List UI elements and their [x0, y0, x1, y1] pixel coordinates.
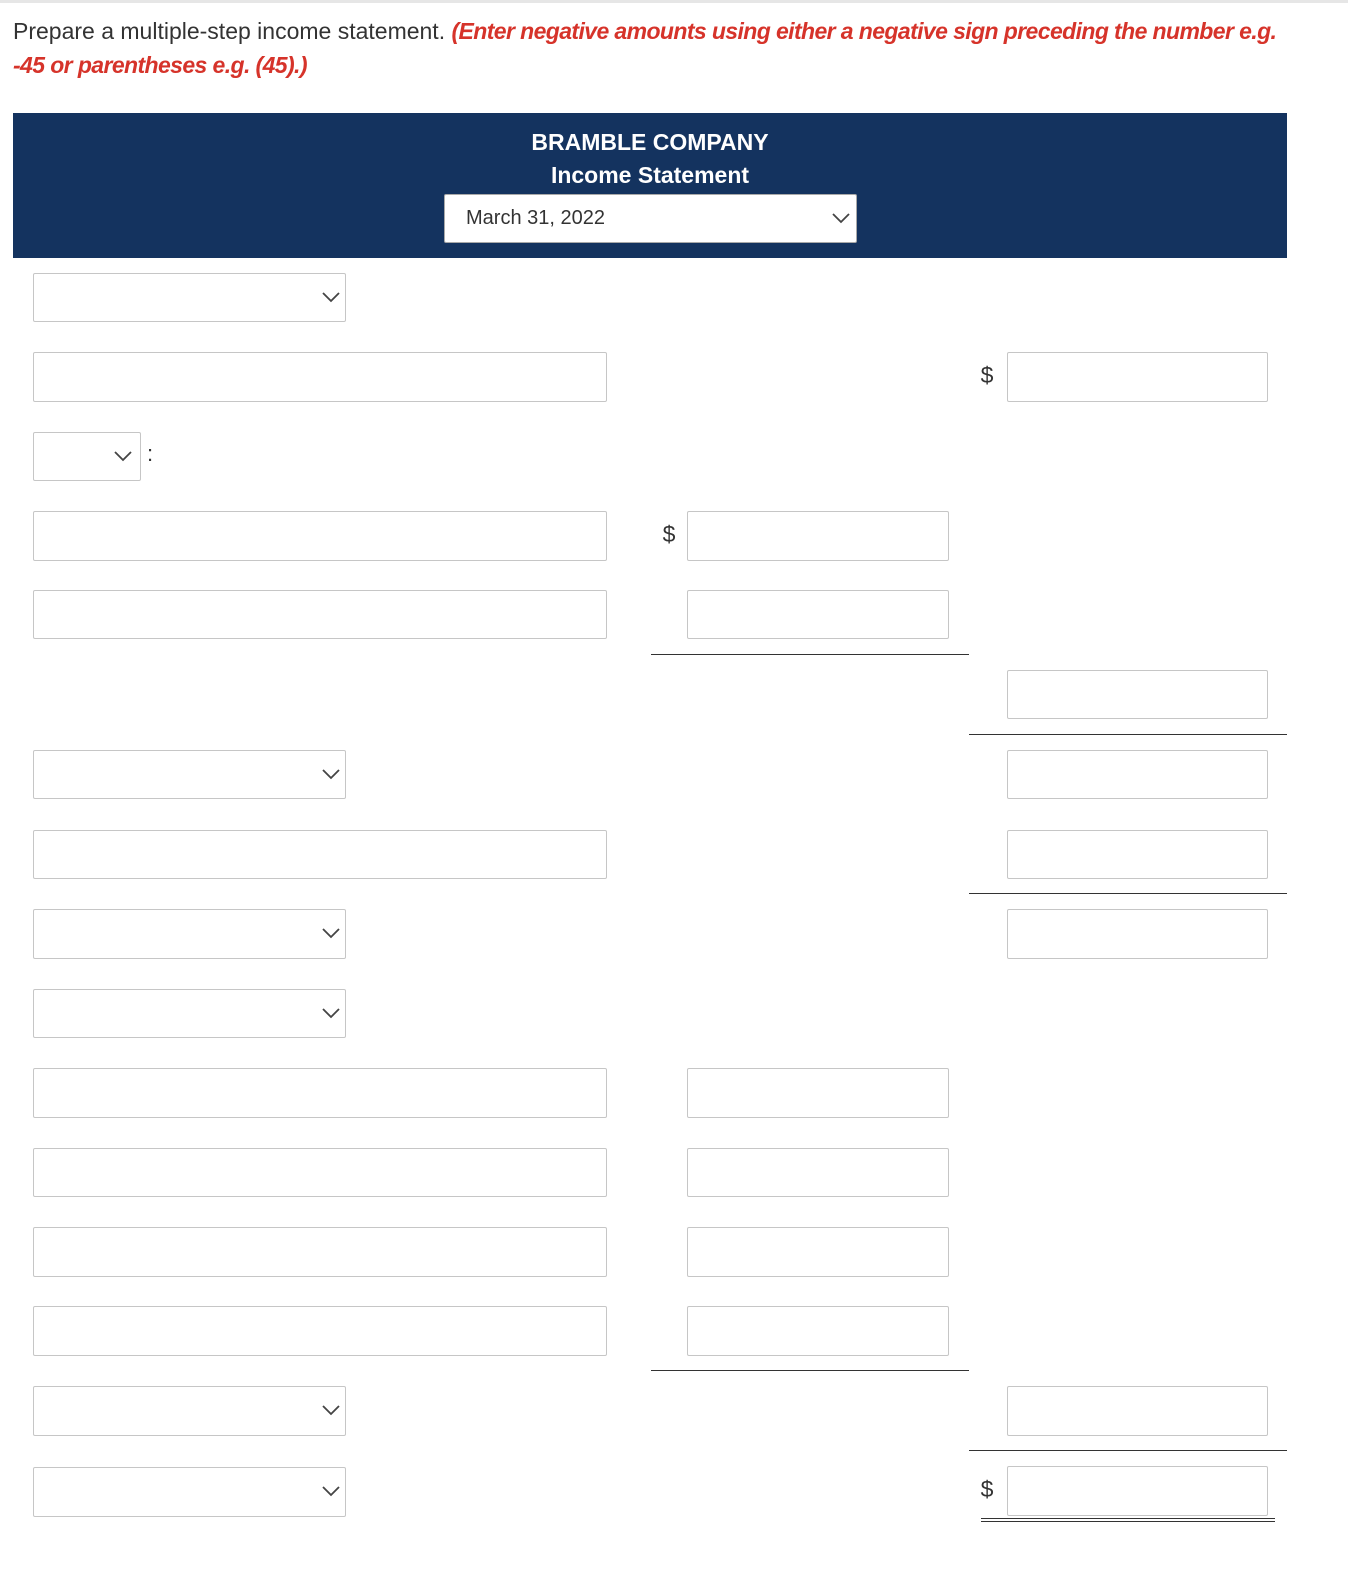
instructions-note: (Enter negative amounts using either a negative sign preceding the number e.g. -45 or parentheses e.g. (45).) — [13, 18, 1277, 78]
top-divider — [0, 0, 1348, 3]
account-name-input-4[interactable] — [33, 830, 607, 879]
amount-input-middle-3[interactable] — [687, 1068, 949, 1118]
total-rule — [969, 893, 1287, 894]
chevron-down-icon — [322, 292, 340, 303]
heading-select-6[interactable] — [33, 1467, 346, 1517]
heading-select-4[interactable] — [33, 989, 346, 1038]
instructions-prompt: Prepare a multiple-step income statement. — [13, 18, 446, 44]
amount-input-final-total[interactable] — [1007, 1466, 1268, 1516]
dollar-sign: $ — [980, 362, 994, 388]
amount-input-right-4[interactable] — [1007, 830, 1268, 879]
heading-select-5[interactable] — [33, 1386, 346, 1436]
subtotal-rule — [651, 654, 969, 655]
chevron-down-icon — [322, 769, 340, 780]
amount-input-right-1[interactable] — [1007, 352, 1268, 402]
account-name-input-6[interactable] — [33, 1148, 607, 1197]
amount-input-middle-4[interactable] — [687, 1148, 949, 1197]
amount-input-right-2[interactable] — [1007, 670, 1268, 719]
amount-input-middle-1[interactable] — [687, 511, 949, 561]
chevron-down-icon — [322, 1008, 340, 1019]
account-name-input-1[interactable] — [33, 352, 607, 402]
small-select[interactable] — [33, 432, 141, 481]
amount-input-middle-2[interactable] — [687, 590, 949, 639]
account-name-input-8[interactable] — [33, 1306, 607, 1356]
dollar-sign: $ — [662, 521, 676, 547]
final-total-double-rule — [981, 1518, 1275, 1522]
statement-title: Income Statement — [550, 162, 750, 188]
account-name-input-5[interactable] — [33, 1068, 607, 1118]
question-instructions — [13, 14, 1303, 82]
date-select[interactable] — [444, 194, 857, 243]
chevron-down-icon — [322, 928, 340, 939]
chevron-down-icon — [832, 213, 850, 224]
chevron-down-icon — [322, 1486, 340, 1497]
amount-input-right-5[interactable] — [1007, 909, 1268, 959]
amount-input-right-6[interactable] — [1007, 1386, 1268, 1436]
chevron-down-icon — [322, 1405, 340, 1416]
dollar-sign: $ — [980, 1476, 994, 1502]
amount-input-middle-5[interactable] — [687, 1227, 949, 1277]
company-name: BRAMBLE COMPANY — [531, 129, 769, 155]
heading-select-2[interactable] — [33, 750, 346, 799]
date-select-value: March 31, 2022 — [466, 207, 605, 229]
total-rule — [969, 1450, 1287, 1451]
colon-label: : — [147, 441, 154, 466]
account-name-input-3[interactable] — [33, 590, 607, 639]
heading-select-1[interactable] — [33, 273, 346, 322]
chevron-down-icon — [114, 451, 132, 462]
total-rule — [969, 734, 1287, 735]
heading-select-3[interactable] — [33, 909, 346, 959]
amount-input-right-3[interactable] — [1007, 750, 1268, 799]
account-name-input-2[interactable] — [33, 511, 607, 561]
amount-input-middle-6[interactable] — [687, 1306, 949, 1356]
subtotal-rule — [651, 1370, 969, 1371]
account-name-input-7[interactable] — [33, 1227, 607, 1277]
